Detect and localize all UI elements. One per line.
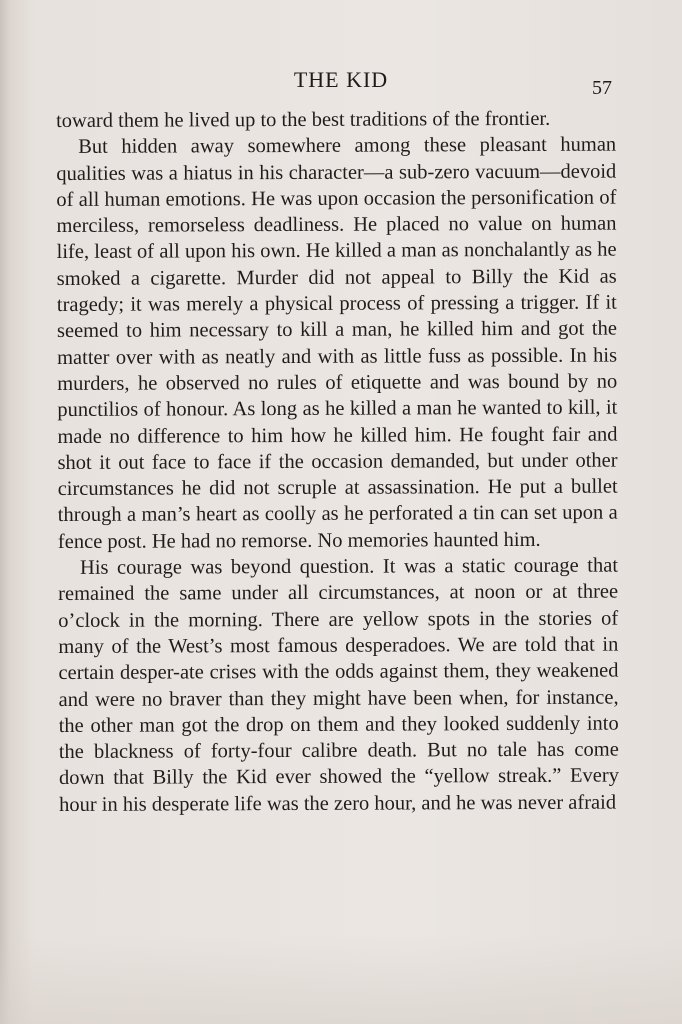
paragraph-3: His courage was beyond question. It was a static courage that remained the same under all circumstances, at noon or at three o’clock in the morning. There are yellow spots in the stories of many of the West’s most famous desperadoes. We are told that in certain desper-ate crises with the odds against them, they weakened and were no braver than they might have been when, for instance, the other man got the drop on them and they looked suddenly into the blackness of forty-four calibre death. But no tale has come down that Billy the Kid ever showed the “yellow streak.” Every hour in his desperate life was the zero hour, and he was never afraid xyxy=(58,554,619,816)
body-text xyxy=(56,106,619,818)
paragraph-1: toward them he lived up to the best traditions of the frontier. xyxy=(56,107,551,132)
page-number: 57 xyxy=(592,77,612,99)
paragraph-2: But hidden away somewhere among these pleasant human qualities was a hiatus in his character—a sub-zero vacuum—devoid of all human emotions. He was upon occasion the personification of merciless, remorseless deadliness. He placed no value on human life, least of all upon his own. He killed a man as nonchalantly as he smoked a cigarette. Murder did not appeal to Billy the Kid as tragedy; it was merely a physical process of pressing a trigger. If it seemed to him necessary to kill a man, he killed him and got the matter over with as neatly and with as little fuss as possible. In his murders, he observed no rules of etiquette and was bound by no punctilios of honour. As long as he killed a man he wanted to kill, it made no difference to him how he killed him. He fought fair and shot it out face to face if the occasion demanded, but under other circumstances he did not scruple at assassination. He put a bullet through a man’s heart as coolly as he perforated a tin can set upon a fence post. He had no remorse. No memories haunted him. xyxy=(56,133,618,553)
running-title: THE KID xyxy=(293,67,389,92)
